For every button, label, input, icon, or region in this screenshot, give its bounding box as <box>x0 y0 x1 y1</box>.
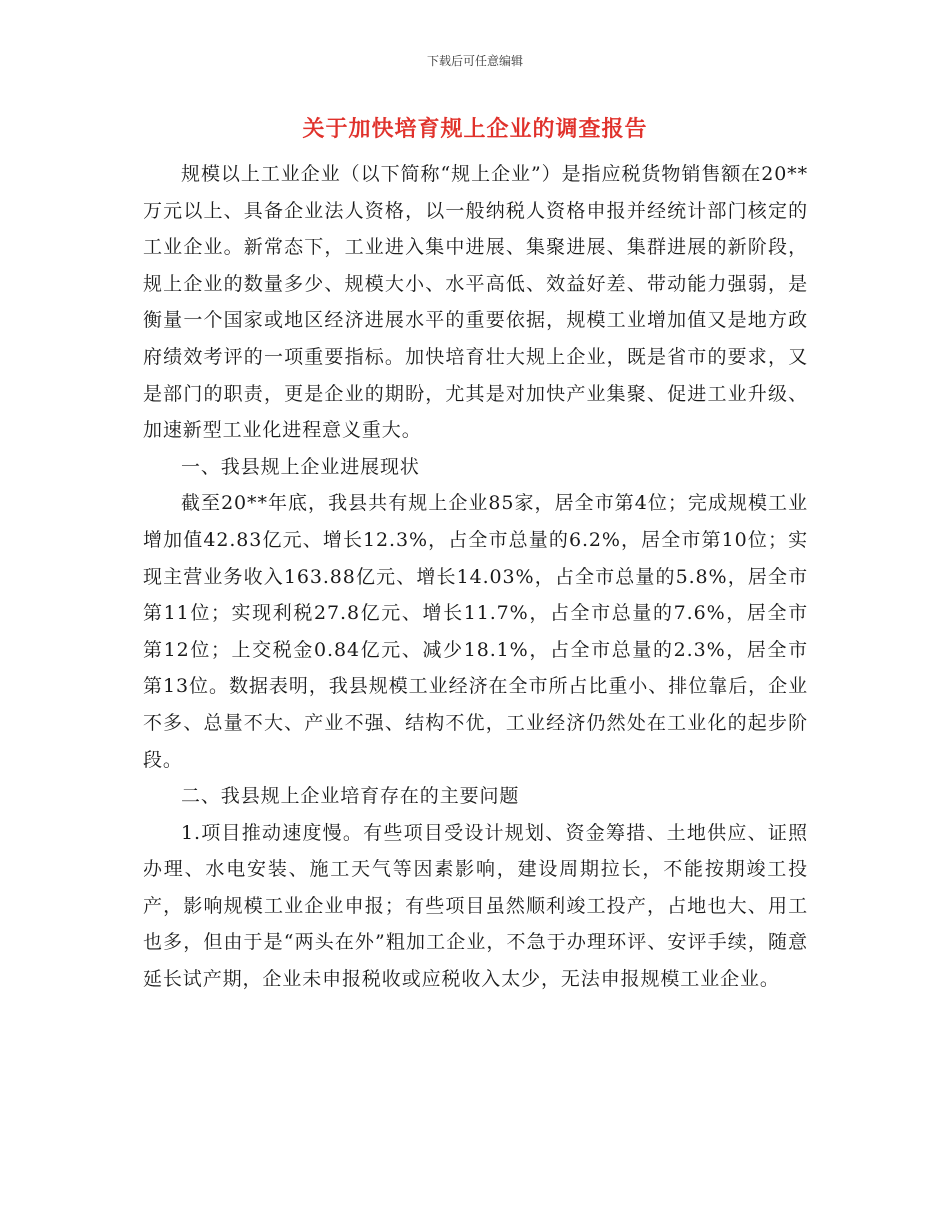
problem-paragraph-1: 1.项目推动速度慢。有些项目受设计规划、资金筹措、土地供应、证照办理、水电安装、施工天气等因素影响，建设周期拉长，不能按期竣工投产，影响规模工业企业申报；有些项目虽然顺利竣工投产，占地也大、用工也多，但由于是“两头在外”粗加工企业，不急于办理环评、安评手续，随意延长试产期，企业未申报税收或应税收入太少，无法申报规模工业企业。 <box>143 821 808 991</box>
section-heading-1: 一、我县规上企业进展现状 <box>181 455 420 478</box>
document-body <box>143 156 808 998</box>
status-paragraph: 截至20**年底，我县共有规上企业85家，居全市第4位；完成规模工业增加值42.83亿元、增长12.3%，占全市总量的6.2%，居全市第10位；实现主营业务收入163.88亿元、增长14.03%，占全市总量的5.8%，居全市第11位；实现利税27.8亿元、增长11.7%，占全市总量的7.6%，居全市第12位；上交税金0.84亿元、减少18.1%，占全市总量的2.3%，居全市第13位。数据表明，我县规模工业经济在全市所占比重小、排位靠后，企业不多、总量不大、产业不强、结构不优，工业经济仍然处在工业化的起步阶段。 <box>143 492 808 771</box>
section-heading-2: 二、我县规上企业培育存在的主要问题 <box>181 785 520 808</box>
header-note: 下载后可任意编辑 <box>426 54 523 68</box>
document-title: 关于加快培育规上企业的调查报告 <box>302 117 648 142</box>
intro-paragraph: 规模以上工业企业（以下简称“规上企业”）是指应税货物销售额在20**万元以上、具备企业法人资格，以一般纳税人资格申报并经统计部门核定的工业企业。新常态下，工业进入集中进展、集聚进展、集群进展的新阶段，规上企业的数量多少、规模大小、水平高低、效益好差、带动能力强弱，是衡量一个国家或地区经济进展水平的重要依据，规模工业增加值又是地方政府绩效考评的一项重要指标。加快培育壮大规上企业，既是省市的要求，又是部门的职责，更是企业的期盼，尤其是对加快产业集聚、促进工业升级、加速新型工业化进程意义重大。 <box>143 163 808 442</box>
